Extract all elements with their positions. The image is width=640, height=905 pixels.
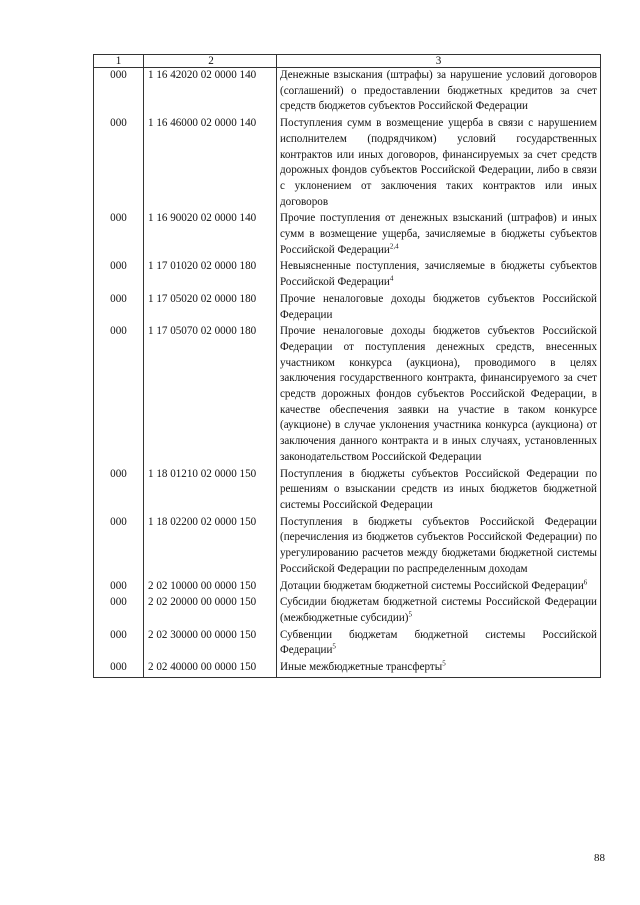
column-header-2: 2	[144, 55, 277, 68]
column-header-1: 1	[94, 55, 144, 68]
footnote-ref: 5	[442, 659, 446, 668]
budget-classification-code-cell: 1 16 46000 02 0000 140	[144, 116, 277, 211]
revenue-name-text: Субсидии бюджетам бюджетной системы Российской Федерации (межбюджетные субсидии)	[280, 596, 597, 624]
table-header	[94, 55, 601, 68]
revenue-name-cell	[277, 68, 601, 117]
revenue-name-cell	[277, 292, 601, 324]
budget-classification-code-cell: 1 17 01020 02 0000 180	[144, 259, 277, 291]
admin-code-cell: 000	[94, 324, 144, 466]
column-header-3: 3	[277, 55, 601, 68]
admin-code-cell: 000	[94, 116, 144, 211]
footnote-ref: 5	[332, 642, 336, 651]
admin-code-cell: 000	[94, 660, 144, 677]
admin-code-cell: 000	[94, 579, 144, 596]
table-row	[94, 515, 601, 579]
revenue-name-text: Дотации бюджетам бюджетной системы Российской Федерации	[280, 579, 584, 592]
revenue-name-cell	[277, 628, 601, 660]
budget-classification-code-cell: 1 18 01210 02 0000 150	[144, 467, 277, 515]
table-row	[94, 579, 601, 596]
header-row	[94, 55, 601, 68]
table-body	[94, 68, 601, 678]
revenue-name-text: Поступления сумм в возмещение ущерба в связи с нарушением исполнителем (подрядчиком) условий государственных контрактов или иных договоров, финансируемых за счет средств дорожных фондов субъектов Российской Федерации, либо в связи с уклонением от заключения таких контрактов или иных договоров	[280, 117, 597, 208]
revenue-name-text: Невыясненные поступления, зачисляемые в бюджеты субъектов Российской Федерации	[280, 260, 597, 289]
admin-code-cell: 000	[94, 211, 144, 259]
admin-code-cell: 000	[94, 628, 144, 660]
revenue-name-text: Иные межбюджетные трансферты	[280, 661, 443, 674]
revenue-name-cell	[277, 116, 601, 211]
admin-code-cell: 000	[94, 292, 144, 324]
revenue-name-cell	[277, 211, 601, 259]
table-row	[94, 467, 601, 515]
budget-classification-code-cell: 2 02 10000 00 0000 150	[144, 579, 277, 596]
footnote-ref: 5	[408, 610, 412, 619]
budget-classification-code-cell: 2 02 30000 00 0000 150	[144, 628, 277, 660]
budget-classification-code-cell: 2 02 20000 00 0000 150	[144, 595, 277, 627]
budget-classification-code-cell: 1 17 05020 02 0000 180	[144, 292, 277, 324]
footnote-ref: 4	[389, 274, 394, 283]
admin-code-cell: 000	[94, 68, 144, 117]
budget-classification-code-cell: 1 16 90020 02 0000 140	[144, 211, 277, 259]
budget-classification-code-cell: 1 17 05070 02 0000 180	[144, 324, 277, 466]
revenue-code-table	[93, 54, 601, 678]
budget-classification-code-cell: 1 16 42020 02 0000 140	[144, 68, 277, 117]
footnote-ref: 6	[583, 577, 588, 586]
admin-code-cell: 000	[94, 467, 144, 515]
table-row	[94, 259, 601, 291]
revenue-name-cell	[277, 259, 601, 291]
revenue-name-text: Поступления в бюджеты субъектов Российской Федерации (перечисления из бюджетов субъектов Российской Федерации) по урегулированию расчетов между бюджетами бюджетной системы Российской Федерации по распределенным доходам	[280, 515, 597, 575]
revenue-name-cell	[277, 467, 601, 515]
revenue-name-text: Прочие поступления от денежных взысканий (штрафов) и иных сумм в возмещение ущерба, зачисляемые в бюджеты субъектов Российской Федерации	[280, 212, 597, 256]
revenue-name-cell	[277, 595, 601, 627]
admin-code-cell: 000	[94, 515, 144, 579]
revenue-name-cell	[277, 324, 601, 466]
table-row	[94, 292, 601, 324]
footnote-ref: 2,4	[389, 242, 399, 251]
revenue-name-text: Субвенции бюджетам бюджетной системы Российской Федерации	[280, 628, 597, 657]
revenue-name-cell	[277, 579, 601, 596]
revenue-name-cell	[277, 515, 601, 579]
budget-classification-code-cell: 2 02 40000 00 0000 150	[144, 660, 277, 677]
admin-code-cell: 000	[94, 595, 144, 627]
revenue-name-cell	[277, 660, 601, 677]
admin-code-cell: 000	[94, 259, 144, 291]
table-row	[94, 660, 601, 677]
revenue-name-text: Поступления в бюджеты субъектов Российской Федерации по решениям о взыскании средств из иных бюджетов бюджетной системы Российской Федерации	[280, 467, 597, 511]
table-row	[94, 595, 601, 627]
table-row	[94, 628, 601, 660]
table-row	[94, 68, 601, 117]
revenue-name-text: Прочие неналоговые доходы бюджетов субъектов Российской Федерации от поступления денежных средств, внесенных участником конкурса (аукциона), проводимого в целях заключения государственного контракта, финансируемого за счет средств дорожных фондов субъектов Российской Федерации, в качестве обеспечения заявки на участие в таком конкурсе (аукционе) в случае уклонения участника конкурса (аукциона) от заключения данного контракта и в иных случаях, установленных законодательством Российской Федерации	[280, 325, 597, 463]
table-row	[94, 324, 601, 466]
table-row	[94, 116, 601, 211]
page-number: 88	[594, 852, 605, 864]
budget-classification-code-cell: 1 18 02200 02 0000 150	[144, 515, 277, 579]
revenue-name-text: Прочие неналоговые доходы бюджетов субъектов Российской Федерации	[280, 292, 597, 321]
revenue-name-text: Денежные взыскания (штрафы) за нарушение условий договоров (соглашений) о предоставлении бюджетных кредитов за счет средств бюджетов субъектов Российской Федерации	[280, 69, 597, 113]
table-row	[94, 211, 601, 259]
